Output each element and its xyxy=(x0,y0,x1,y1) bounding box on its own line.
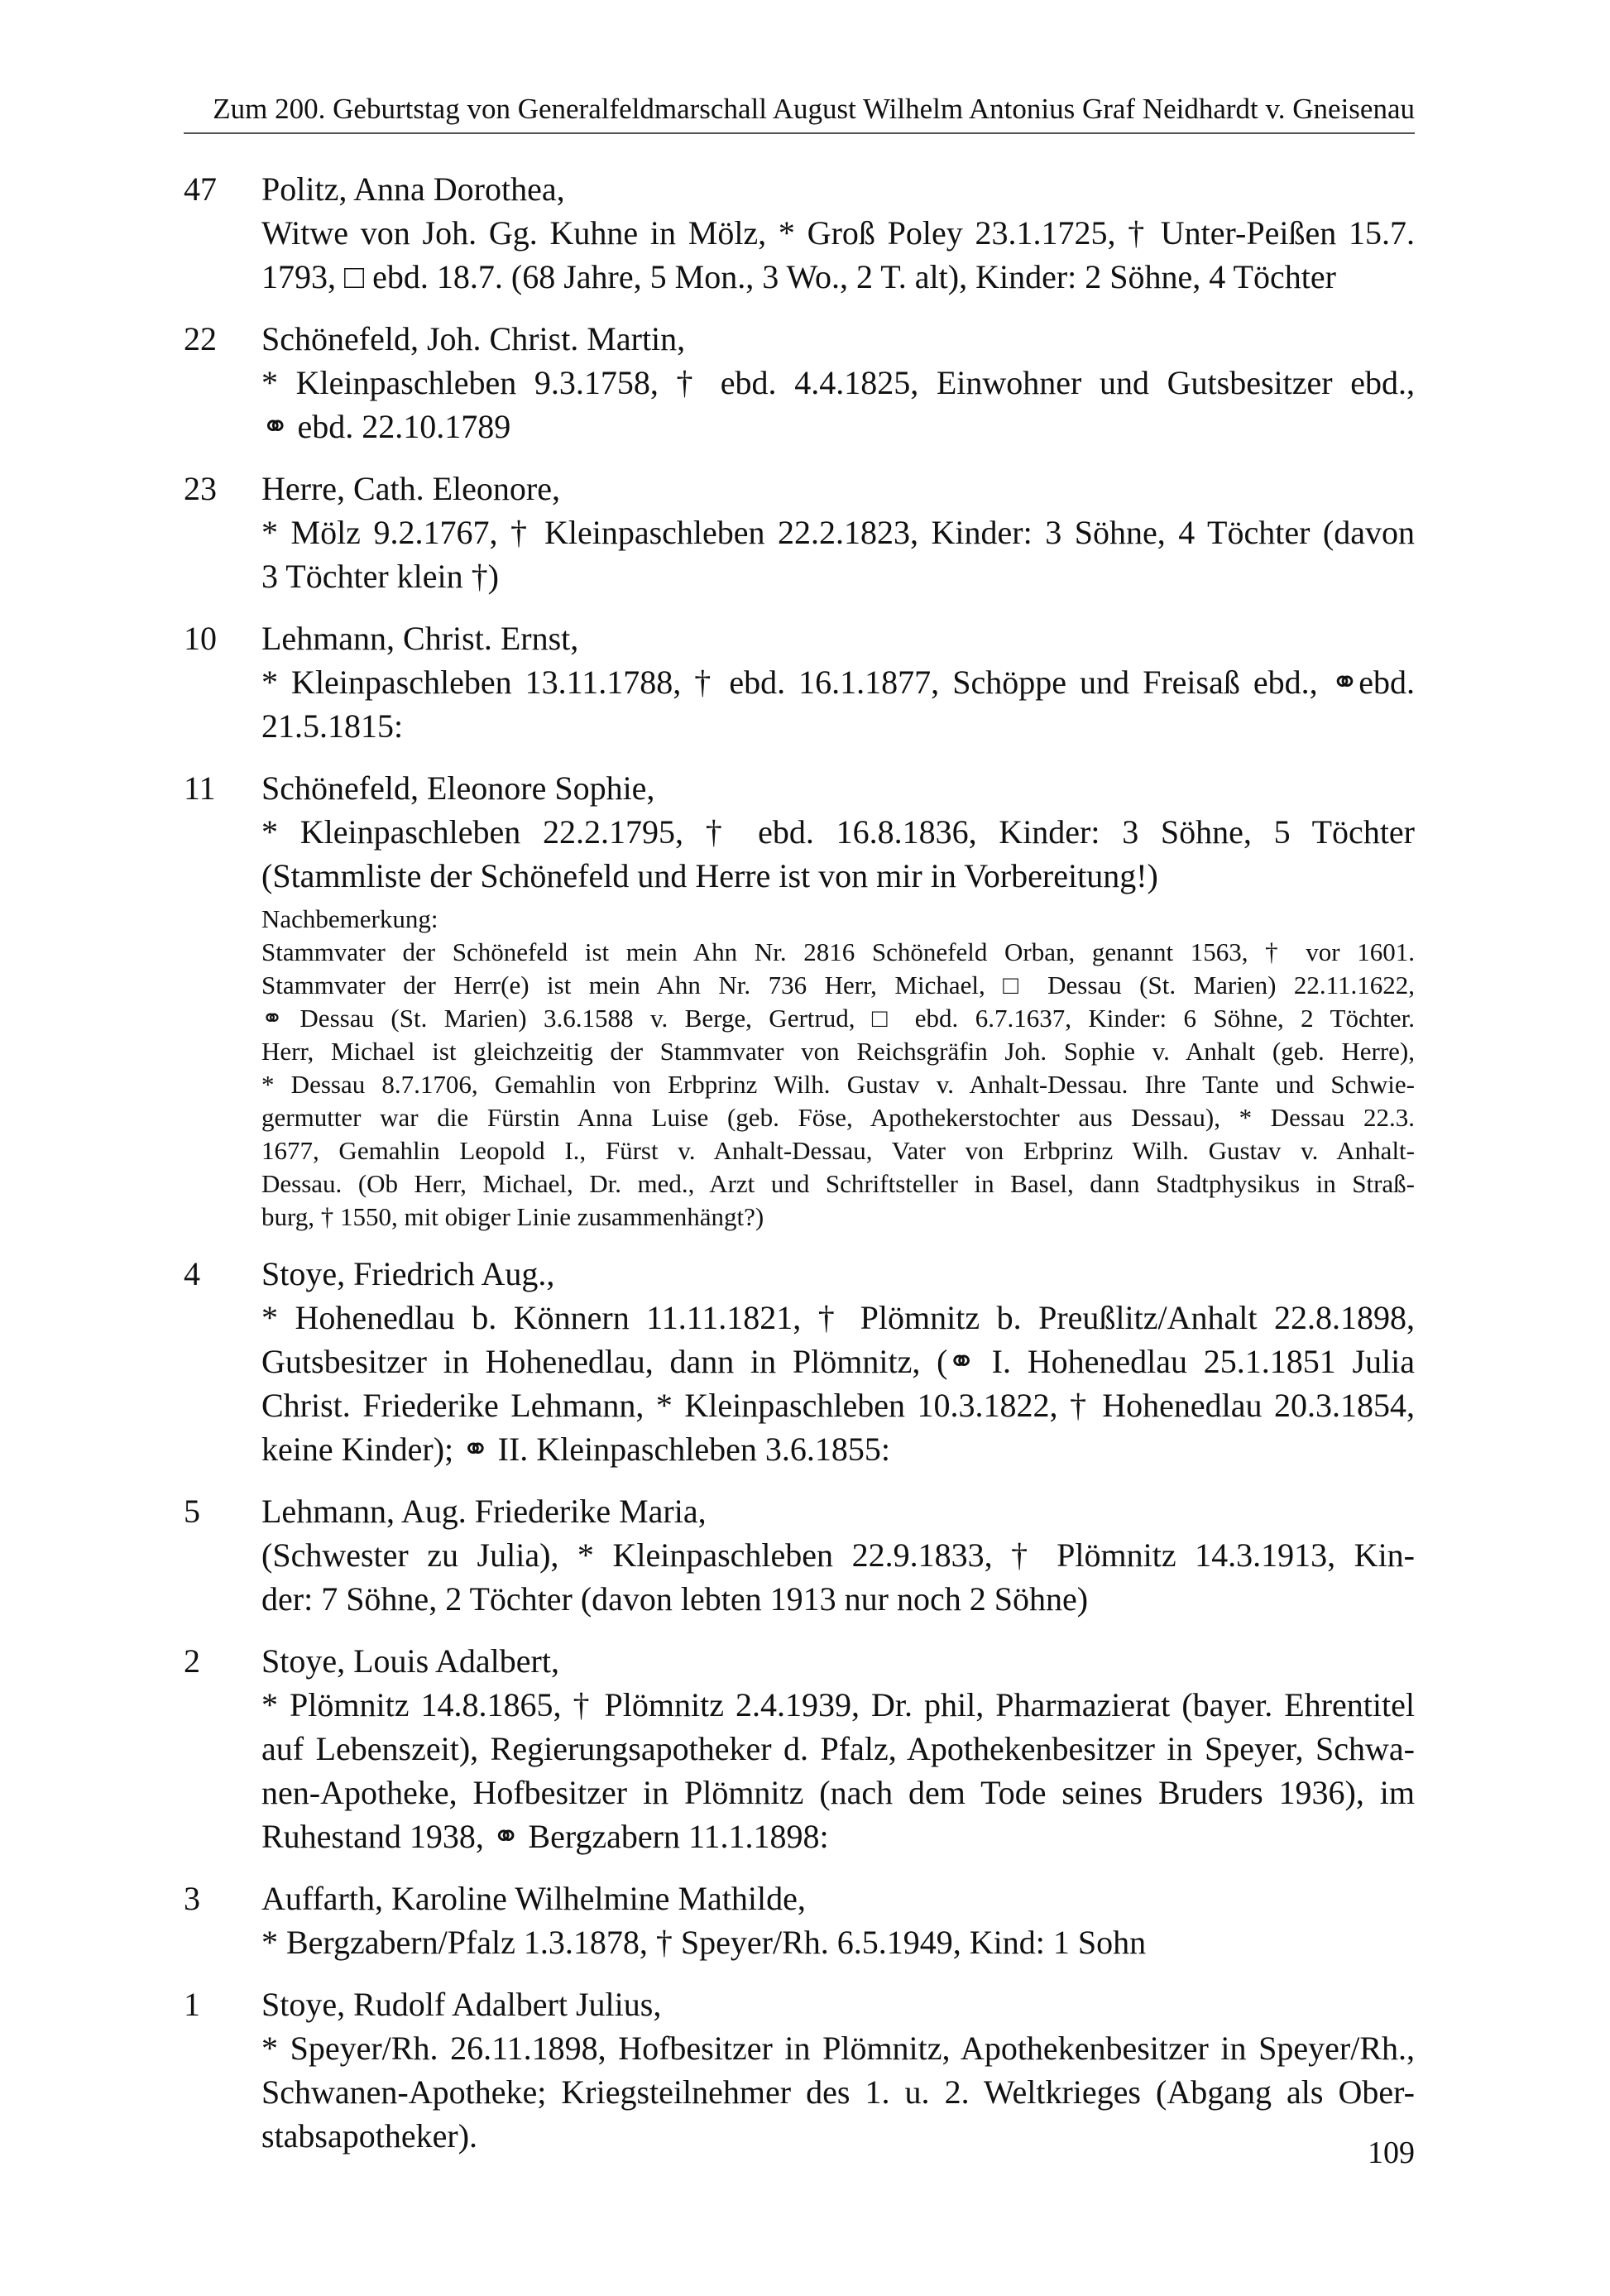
entry-text-line: 3 Töchter klein †) xyxy=(261,558,499,595)
entry-text-line: * Kleinpaschleben 22.2.1795, † ebd. 16.8.1836, Kinder: 3 Söhne, 5 Töchter xyxy=(261,813,1415,851)
entry-name: Schönefeld, Joh. Christ. Martin, xyxy=(261,320,686,357)
note-text-line: Herr, Michael ist gleichzeitig der Stammvater von Reichsgräfin Joh. Sophie v. Anhalt (geb. Herre), xyxy=(261,1037,1415,1066)
entry-number: 2 xyxy=(184,1642,200,1680)
entry-name: Schönefeld, Eleonore Sophie, xyxy=(261,769,655,807)
entry-body xyxy=(261,1877,1415,1964)
entry-text-line: * Kleinpaschleben 9.3.1758, † ebd. 4.4.1825, Einwohner und Gutsbesitzer ebd., xyxy=(261,364,1415,401)
entry-text-line: * Plömnitz 14.8.1865, † Plömnitz 2.4.1939, Dr. phil, Pharmazierat (bayer. Ehrentitel xyxy=(261,1686,1415,1723)
genealogy-entries xyxy=(184,167,1415,2158)
note-text-line: * Dessau 8.7.1706, Gemahlin von Erbprinz Wilh. Gustav v. Anhalt-Dessau. Ihre Tante und Schwie- xyxy=(261,1070,1415,1099)
genealogy-entry xyxy=(184,467,1415,598)
genealogy-entry xyxy=(184,766,1415,1234)
note-text-line: Stammvater der Schönefeld ist mein Ahn Nr. 2816 Schönefeld Orban, genannt 1563, † vor 1601. xyxy=(261,937,1415,966)
note-text-line: Dessau. (Ob Herr, Michael, Dr. med., Arzt und Schriftsteller in Basel, dann Stadtphysikus in Straß- xyxy=(261,1169,1415,1198)
entry-text-line: * Mölz 9.2.1767, † Kleinpaschleben 22.2.1823, Kinder: 3 Söhne, 4 Töchter (davon xyxy=(261,514,1415,551)
entry-text-line: Ruhestand 1938, ⚭ Bergzabern 11.1.1898: xyxy=(261,1818,829,1855)
entry-body xyxy=(261,1489,1415,1621)
entry-text-line: nen-Apotheke, Hofbesitzer in Plömnitz (nach dem Tode seines Bruders 1936), im xyxy=(261,1774,1415,1811)
entry-body xyxy=(261,616,1415,748)
entry-number: 5 xyxy=(184,1493,200,1530)
genealogy-entry xyxy=(184,1489,1415,1621)
entry-name: Politz, Anna Dorothea, xyxy=(261,170,565,208)
note-heading: Nachbemerkung: xyxy=(261,904,438,933)
entry-name: Lehmann, Christ. Ernst, xyxy=(261,620,579,657)
entry-number: 23 xyxy=(184,470,217,507)
entry-number: 10 xyxy=(184,620,217,657)
entry-text-line: 1793, □ ebd. 18.7. (68 Jahre, 5 Mon., 3 Wo., 2 T. alt), Kinder: 2 Söhne, 4 Töchter xyxy=(261,258,1336,295)
entry-text-line: keine Kinder); ⚭ II. Kleinpaschleben 3.6.1855: xyxy=(261,1431,890,1468)
entry-name: Auffarth, Karoline Wilhelmine Mathilde, xyxy=(261,1880,806,1917)
genealogy-entry xyxy=(184,616,1415,748)
genealogy-entry xyxy=(184,1877,1415,1964)
note-text-line: ⚭ Dessau (St. Marien) 3.6.1588 v. Berge, Gertrud, □ ebd. 6.7.1637, Kinder: 6 Söhne, 2 Töchter. xyxy=(261,1004,1415,1033)
entry-text-line: auf Lebenszeit), Regierungsapotheker d. Pfalz, Apothekenbesitzer in Speyer, Schwa- xyxy=(261,1730,1415,1767)
page-number: 109 xyxy=(1368,2135,1415,2170)
page xyxy=(184,91,1415,2176)
entry-number: 4 xyxy=(184,1255,200,1292)
entry-name: Stoye, Louis Adalbert, xyxy=(261,1642,559,1680)
genealogy-entry xyxy=(184,1982,1415,2158)
entry-text-line: * Speyer/Rh. 26.11.1898, Hofbesitzer in Plömnitz, Apothekenbesitzer in Speyer/Rh., xyxy=(261,2030,1415,2067)
entry-text-line: * Bergzabern/Pfalz 1.3.1878, † Speyer/Rh. 6.5.1949, Kind: 1 Sohn xyxy=(261,1924,1147,1961)
entry-name: Lehmann, Aug. Friederike Maria, xyxy=(261,1493,707,1530)
entry-body xyxy=(261,1639,1415,1858)
entry-number: 11 xyxy=(184,769,216,807)
entry-name: Herre, Cath. Eleonore, xyxy=(261,470,560,507)
entry-body xyxy=(261,766,1415,1234)
note-text-line: burg, † 1550, mit obiger Linie zusammenhängt?) xyxy=(261,1202,764,1231)
entry-text-line: stabsapotheker). xyxy=(261,2117,478,2155)
entry-number: 1 xyxy=(184,1986,200,2023)
entry-body xyxy=(261,467,1415,598)
entry-body xyxy=(261,1252,1415,1471)
entry-text-line: der: 7 Söhne, 2 Töchter (davon lebten 1913 nur noch 2 Söhne) xyxy=(261,1580,1089,1618)
entry-text-line: Schwanen-Apotheke; Kriegsteilnehmer des 1. u. 2. Weltkrieges (Abgang als Ober- xyxy=(261,2073,1415,2111)
entry-text-line: (Schwester zu Julia), * Kleinpaschleben 22.9.1833, † Plömnitz 14.3.1913, Kin- xyxy=(261,1536,1415,1574)
entry-text-line: * Hohenedlau b. Könnern 11.11.1821, † Plömnitz b. Preußlitz/Anhalt 22.8.1898, xyxy=(261,1299,1415,1336)
entry-text-line: * Kleinpaschleben 13.11.1788, † ebd. 16.1.1877, Schöppe und Freisaß ebd., ⚭ebd. xyxy=(261,664,1415,701)
entry-text-line: Christ. Friederike Lehmann, * Kleinpaschleben 10.3.1822, † Hohenedlau 20.3.1854, xyxy=(261,1387,1415,1424)
running-header: Zum 200. Geburtstag von Generalfeldmarschall August Wilhelm Antonius Graf Neidhardt v. Gneisenau xyxy=(184,91,1415,134)
note-text-line: Stammvater der Herr(e) ist mein Ahn Nr. 736 Herr, Michael, □ Dessau (St. Marien) 22.11.1622, xyxy=(261,971,1415,999)
entry-name: Stoye, Rudolf Adalbert Julius, xyxy=(261,1986,662,2023)
genealogy-entry xyxy=(184,1639,1415,1858)
entry-text-line: Witwe von Joh. Gg. Kuhne in Mölz, * Groß Poley 23.1.1725, † Unter-Peißen 15.7. xyxy=(261,214,1415,252)
note-text-line: 1677, Gemahlin Leopold I., Fürst v. Anhalt-Dessau, Vater von Erbprinz Wilh. Gustav v. Anhalt- xyxy=(261,1136,1415,1165)
genealogy-entry xyxy=(184,167,1415,299)
note-text-line: germutter war die Fürstin Anna Luise (geb. Föse, Apothekerstochter aus Dessau), * Dessau 22.3. xyxy=(261,1103,1415,1132)
entry-number: 47 xyxy=(184,170,217,208)
entry-text-line: 21.5.1815: xyxy=(261,707,404,745)
entry-body xyxy=(261,317,1415,448)
genealogy-entry xyxy=(184,1252,1415,1471)
entry-name: Stoye, Friedrich Aug., xyxy=(261,1255,555,1292)
entry-text-line: (Stammliste der Schönefeld und Herre ist von mir in Vorbereitung!) xyxy=(261,857,1158,894)
entry-text-line: Gutsbesitzer in Hohenedlau, dann in Plömnitz, (⚭ I. Hohenedlau 25.1.1851 Julia xyxy=(261,1343,1415,1380)
entry-text-line: ⚭ ebd. 22.10.1789 xyxy=(261,408,511,445)
entry-number: 22 xyxy=(184,320,217,357)
genealogy-entry xyxy=(184,317,1415,448)
entry-number: 3 xyxy=(184,1880,200,1917)
entry-body xyxy=(261,167,1415,299)
entry-body xyxy=(261,1982,1415,2158)
